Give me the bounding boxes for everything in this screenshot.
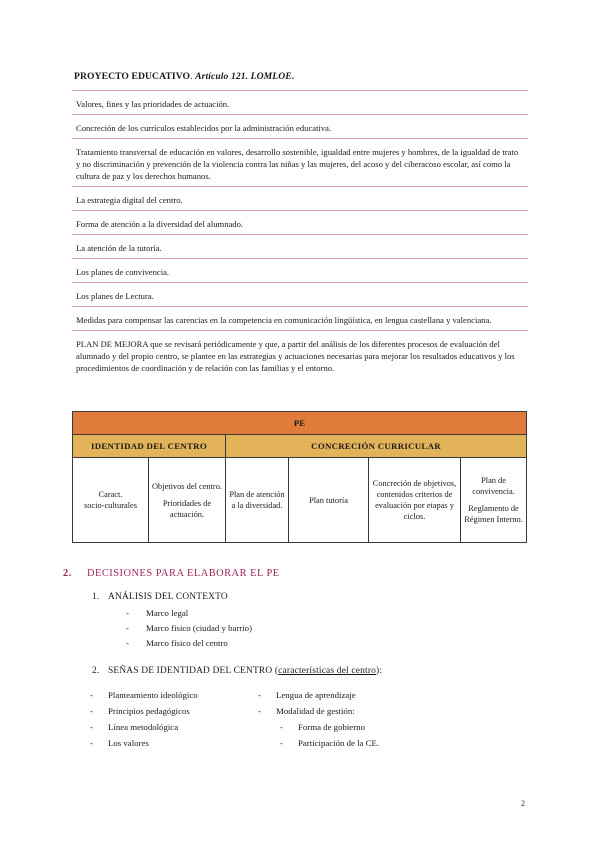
context-list: [126, 606, 252, 651]
list-item: - Marco físico (ciudad y barrio): [126, 623, 253, 633]
list-item: Concreción de los currículos establecidos por la administración educativa.: [72, 115, 528, 139]
list-item: - Marco legal: [126, 608, 189, 618]
pe-cell-concrecion: Concreción de objetivos, contenidos criterios de evaluación por etapas y ciclos.: [369, 458, 461, 543]
list-item: - Lengua de aprendizaje: [258, 690, 356, 700]
subsection-contexto: 1. ANÁLISIS DEL CONTEXTO: [92, 592, 228, 602]
list-item: - Los valores: [90, 738, 149, 748]
pe-items-list: [72, 90, 528, 378]
list-item: Forma de atención a la diversidad del alumnado.: [72, 211, 528, 235]
list-item: - Participación de la CE.: [280, 738, 380, 748]
pe-group-identidad: IDENTIDAD DEL CENTRO: [73, 435, 226, 458]
list-item: La estrategia digital del centro.: [72, 187, 528, 211]
list-item: - Forma de gobierno: [280, 722, 365, 732]
pe-cell-tutoria: Plan tutoría: [289, 458, 369, 543]
pe-cell-objetivos: Objetivos del centro. Prioridades de actuación.: [149, 458, 226, 543]
list-item: - Modalidad de gestión:: [258, 706, 355, 716]
section-heading: 2. DECISIONES PARA ELABORAR EL PE: [63, 568, 280, 579]
identity-list-right: [258, 687, 379, 751]
identity-list-left: [90, 687, 198, 751]
list-item: Los planes de convivencia.: [72, 259, 528, 283]
list-item: - Planteamiento ideológico: [90, 690, 198, 700]
list-item: Los planes de Lectura.: [72, 283, 528, 307]
list-item: - Principios pedagógicos: [90, 706, 190, 716]
pe-group-concrecion: CONCRECIÓN CURRICULAR: [226, 435, 527, 458]
subsection-senas: 2. SEÑAS DE IDENTIDAD DEL CENTRO (características del centro):: [92, 666, 383, 676]
list-item: - Línea metodológica: [90, 722, 179, 732]
pe-cell-diversidad: Plan de atención a la diversidad.: [226, 458, 289, 543]
list-item: La atención de la tutoría.: [72, 235, 528, 259]
caracteristicas-link[interactable]: características del centro: [278, 666, 377, 676]
pe-cell-caract: Caract. socio-culturales: [73, 458, 149, 543]
list-item: Tratamiento transversal de educación en valores, desarrollo sostenible, igualdad entre mujeres y hombres, de la igualdad de trato y no discriminación y prevención de la violencia contra las niñas y las mujeres, del acoso y del ciberacoso escolar, así como la cultura de paz y los derechos humanos.: [72, 139, 528, 187]
list-item: Medidas para compensar las carencias en la competencia en comunicación lingüística, en lengua castellana y valenciana.: [72, 307, 528, 331]
pe-cell-convivencia: Plan de convivencia. Reglamento de Régimen Interno.: [461, 458, 527, 543]
pe-table-header: PE: [73, 412, 527, 435]
pe-table: [72, 411, 527, 543]
list-item: - Marco físico del centro: [126, 638, 228, 648]
list-item-plan-mejora: PLAN DE MEJORA que se revisará periódicamente y que, a partir del análisis de los diferentes procesos de evaluación del alumnado y del propio centro, se plantee en las estrategias y actuaciones necesarias para mejorar los resultados educativos y los procedimientos de coordinación y de relación con las familias y el entorno.: [76, 339, 515, 373]
list-item: Valores, fines y las prioridades de actuación.: [72, 90, 528, 115]
title-article: Artículo 121. LOMLOE: [195, 71, 292, 82]
page-number: 2: [521, 799, 525, 808]
title-bold: PROYECTO EDUCATIVO: [74, 71, 191, 82]
page-title: PROYECTO EDUCATIVO. Artículo 121. LOMLOE.: [74, 71, 295, 82]
section-title: DECISIONES PARA ELABORAR EL PE: [87, 568, 280, 579]
